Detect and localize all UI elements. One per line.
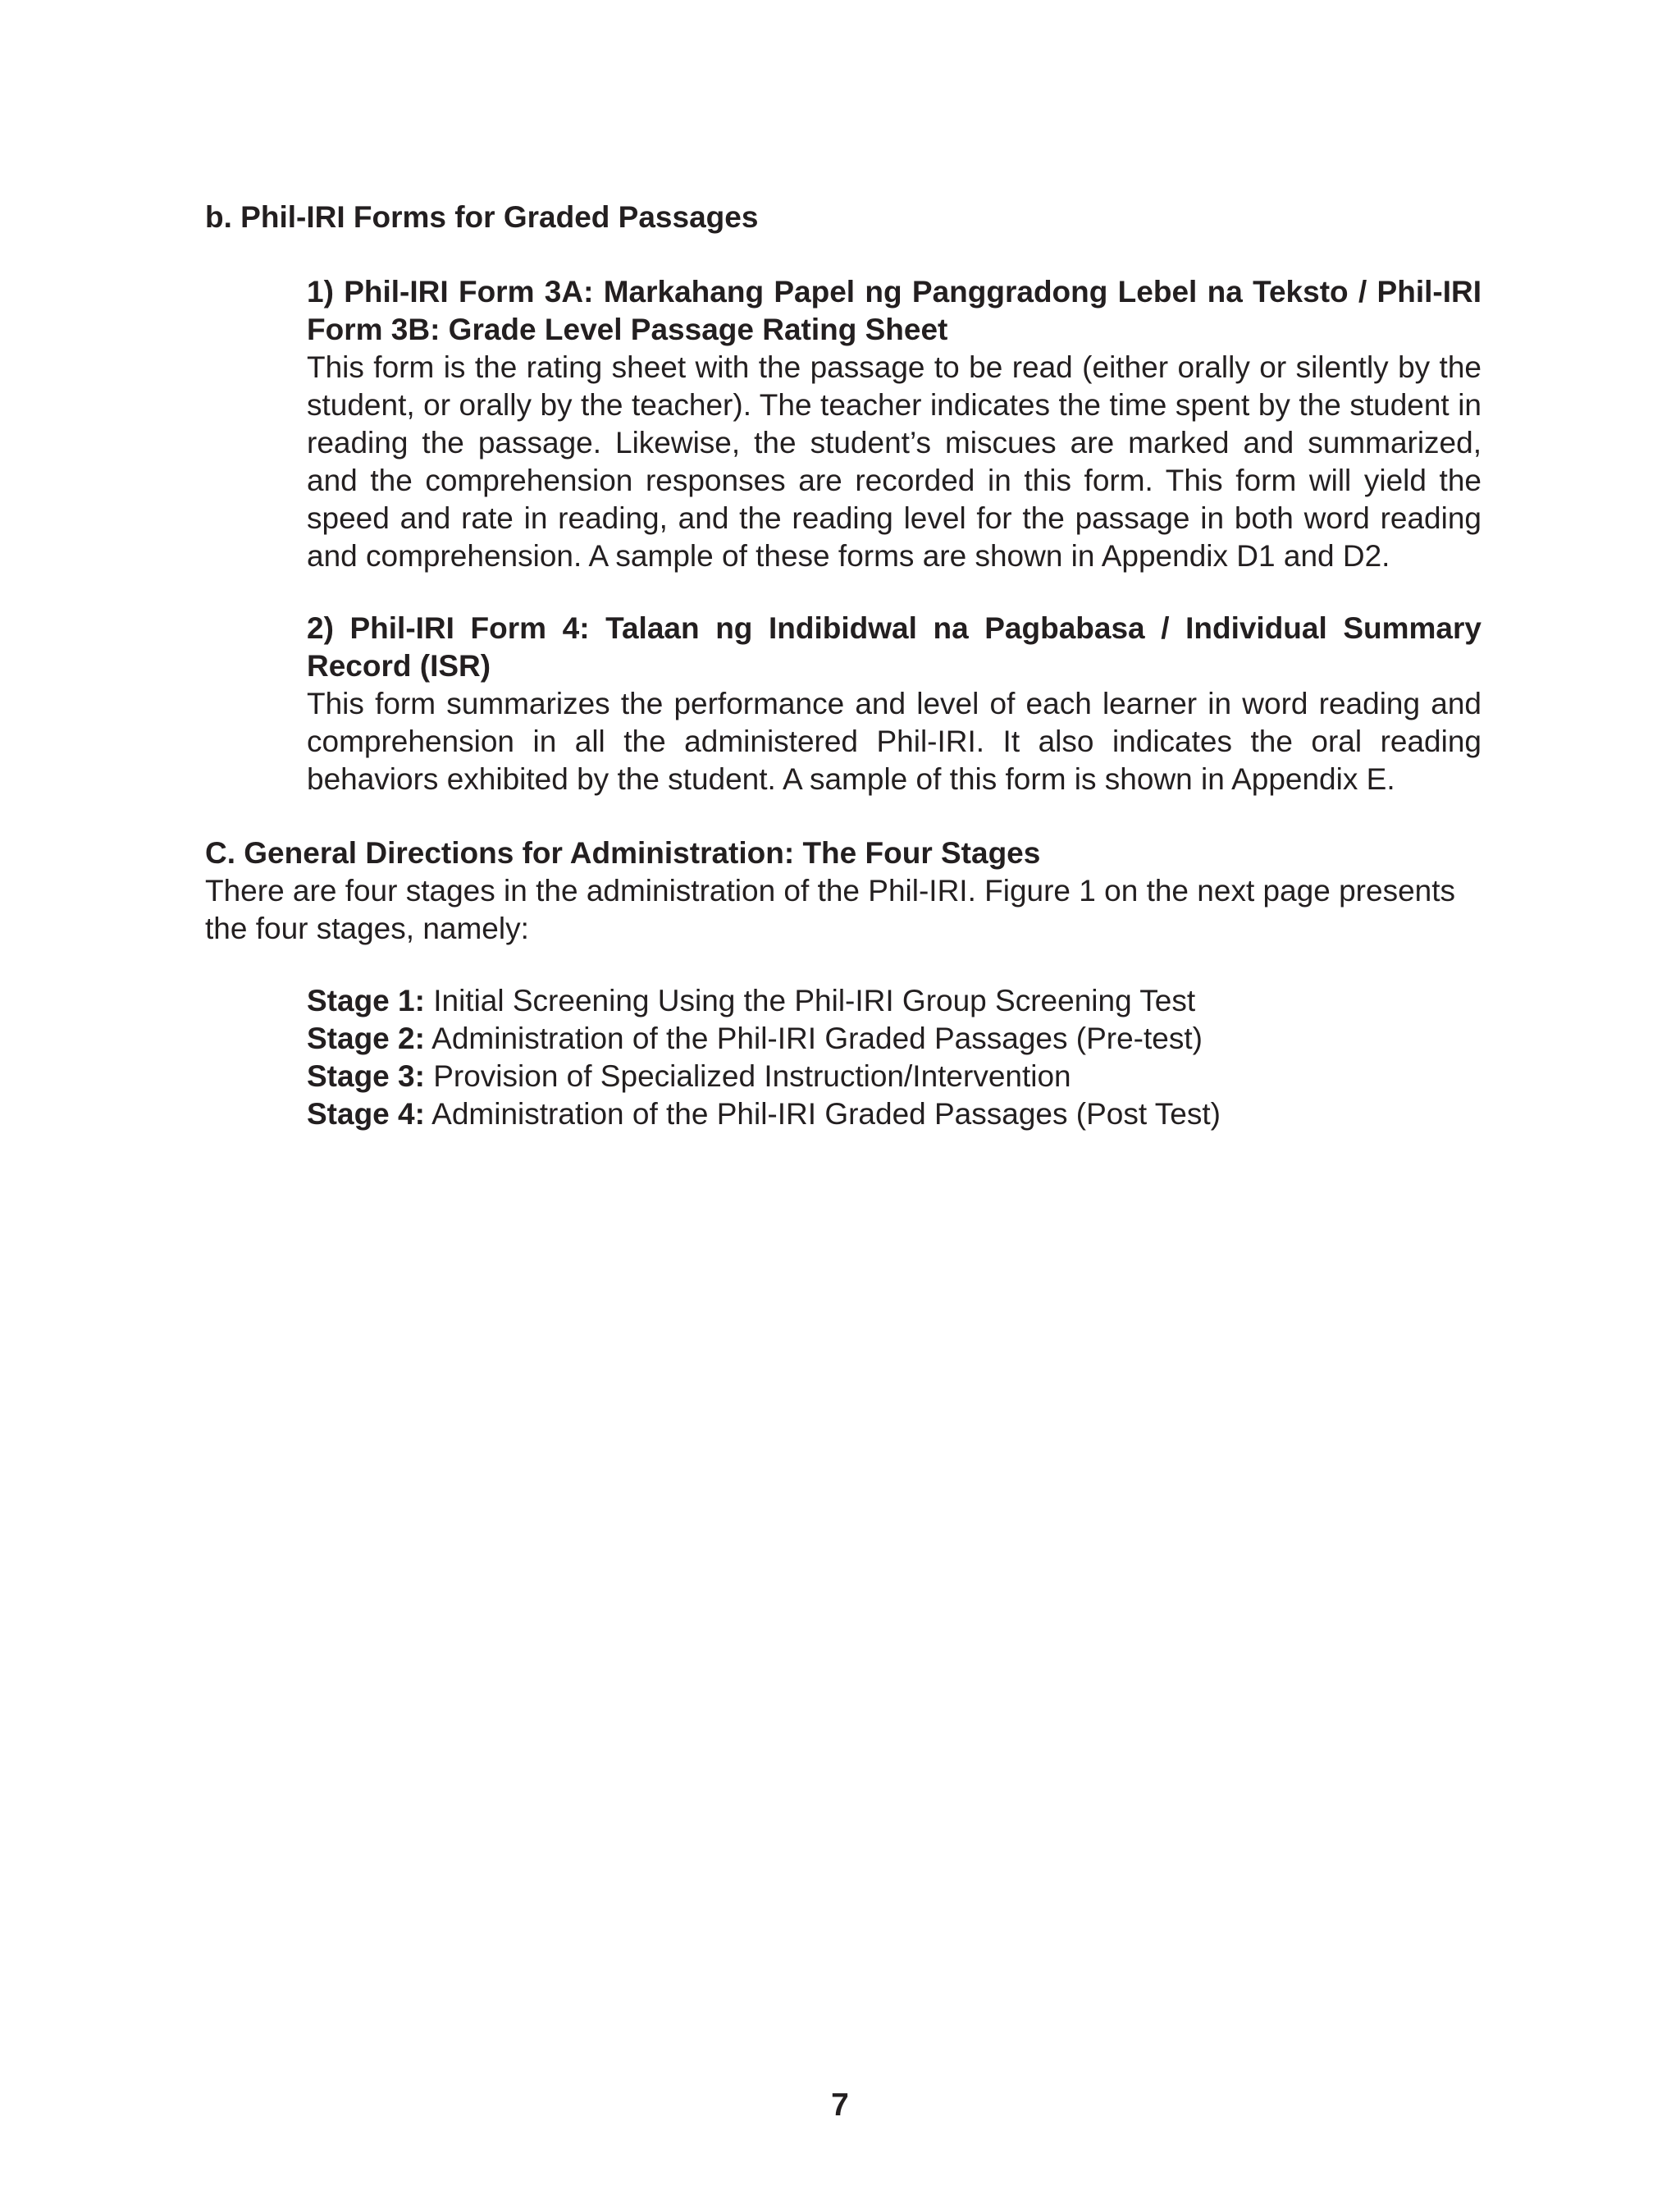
section-c-heading: C. General Directions for Administration: The Four Stages bbox=[205, 836, 1041, 870]
form-3-block bbox=[307, 273, 1481, 575]
stage-label: Stage 3: bbox=[307, 1059, 425, 1093]
stage-label: Stage 4: bbox=[307, 1097, 425, 1131]
stage-text: Initial Screening Using the Phil-IRI Group Screening Test bbox=[424, 984, 1196, 1017]
stage-text: Administration of the Phil-IRI Graded Passages (Post Test) bbox=[424, 1097, 1221, 1131]
stage-text: Administration of the Phil-IRI Graded Passages (Pre-test) bbox=[424, 1022, 1203, 1055]
stage-item bbox=[307, 1020, 1481, 1058]
page-number: 7 bbox=[831, 2087, 849, 2123]
stage-label: Stage 2: bbox=[307, 1022, 425, 1055]
section-b-heading: b. Phil-IRI Forms for Graded Passages bbox=[205, 200, 759, 234]
form-4-block bbox=[307, 610, 1481, 798]
form-4-description: This form summarizes the performance and level of each learner in word reading and comprehension in all the administered Phil-IRI. It also indicates the oral reading behaviors exhibited by the student. A sample of this form is shown in Appendix E. bbox=[307, 687, 1481, 796]
stage-item bbox=[307, 982, 1481, 1020]
form-3-description: This form is the rating sheet with the passage to be read (either orally or silently by the student, or orally by the teacher). The teacher indicates the time spent by the student in reading the passage. Likewise, the student’s miscues are marked and summarized, and the comprehension responses are recorded in this form. This form will yield the speed and rate in reading, and the reading level for the passage in both word reading and comprehension. A sample of these forms are shown in Appendix D1 and D2. bbox=[307, 350, 1481, 573]
section-c-intro: There are four stages in the administration of the Phil-IRI. Figure 1 on the next page presents the four stages, namely: bbox=[205, 874, 1456, 945]
stage-item bbox=[307, 1095, 1481, 1133]
form-4-title: 2) Phil-IRI Form 4: Talaan ng Indibidwal na Pagbabasa / Individual Summary Record (ISR) bbox=[307, 611, 1481, 683]
stages-list bbox=[307, 982, 1481, 1133]
stage-text: Provision of Specialized Instruction/Intervention bbox=[424, 1059, 1071, 1093]
stage-item bbox=[307, 1058, 1481, 1095]
form-3-title: 1) Phil-IRI Form 3A: Markahang Papel ng Panggradong Lebel na Teksto / Phil-IRI Form 3B: Grade Level Passage Rating Sheet bbox=[307, 275, 1481, 346]
stage-label: Stage 1: bbox=[307, 984, 425, 1017]
